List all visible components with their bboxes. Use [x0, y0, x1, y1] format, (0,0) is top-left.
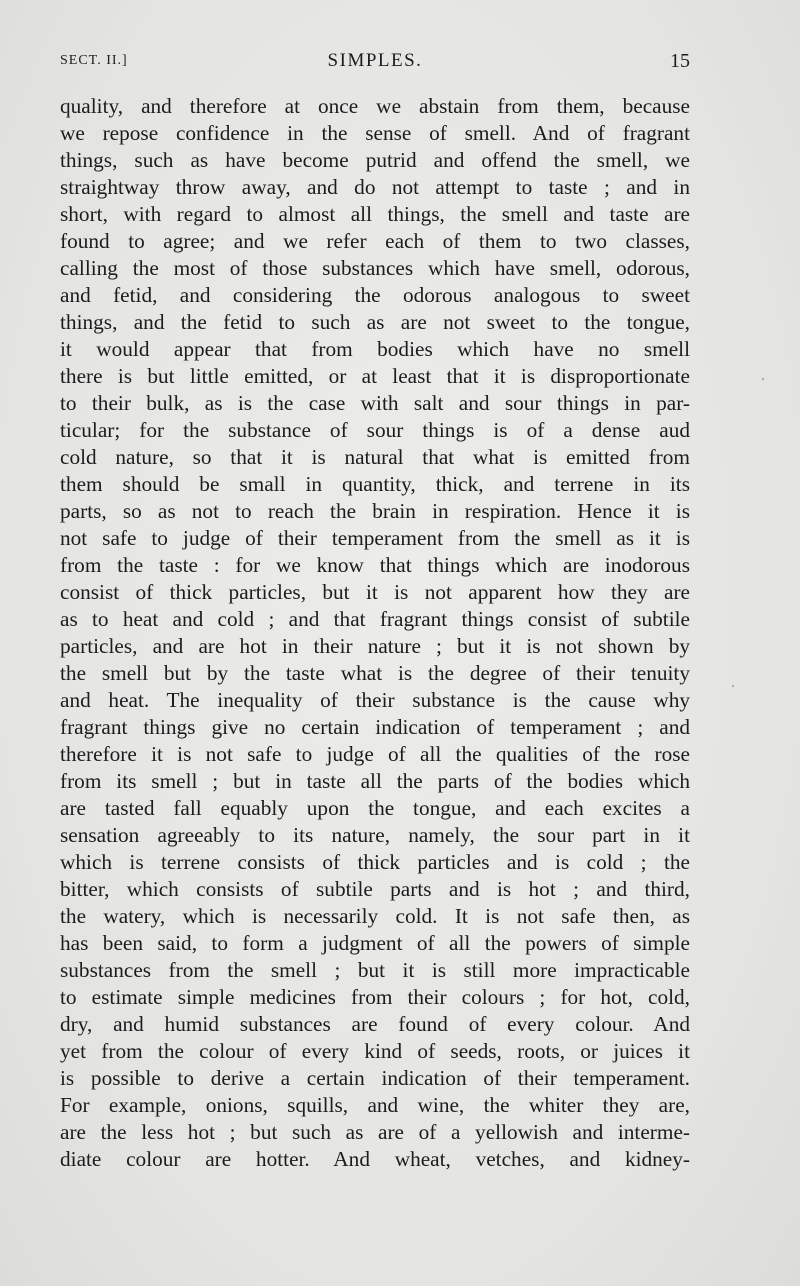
text-line: yet from the colour of every kind of seeds, roots, or juices it	[60, 1039, 690, 1063]
text-line: are tasted fall equably upon the tongue, and each excites a	[60, 796, 690, 820]
text-line: calling the most of those substances which have smell, odorous,	[60, 256, 690, 280]
page-number: 15	[670, 50, 690, 72]
text-line: is possible to derive a certain indication of their temperament.	[60, 1066, 690, 1090]
text-line: straightway throw away, and do not attempt to taste ; and in	[60, 175, 690, 199]
text-line: parts, so as not to reach the brain in respiration. Hence it is	[60, 499, 690, 523]
text-line: from the taste : for we know that things which are inodorous	[60, 553, 690, 577]
text-line: quality, and therefore at once we abstain from them, because	[60, 94, 690, 118]
text-line: particles, and are hot in their nature ; but it is not shown by	[60, 634, 690, 658]
text-line: things, and the fetid to such as are not sweet to the tongue,	[60, 310, 690, 334]
text-line: found to agree; and we refer each of them to two classes,	[60, 229, 690, 253]
text-line: which is terrene consists of thick particles and is cold ; the	[60, 850, 690, 874]
text-line: it would appear that from bodies which have no smell	[60, 337, 690, 361]
text-line: fragrant things give no certain indication of temperament ; and	[60, 715, 690, 739]
text-line: there is but little emitted, or at least that it is disproportionate	[60, 364, 690, 388]
text-line: dry, and humid substances are found of every colour. And	[60, 1012, 690, 1036]
text-line: ticular; for the substance of sour things is of a dense aud	[60, 418, 690, 442]
text-line: the watery, which is necessarily cold. It is not safe then, as	[60, 904, 690, 928]
text-line: as to heat and cold ; and that fragrant things consist of subtile	[60, 607, 690, 631]
text-line: For example, onions, squills, and wine, the whiter they are,	[60, 1093, 690, 1117]
text-line: short, with regard to almost all things, the smell and taste are	[60, 202, 690, 226]
text-line: and heat. The inequality of their substance is the cause why	[60, 688, 690, 712]
text-line: not safe to judge of their temperament from the smell as it is	[60, 526, 690, 550]
text-line: are the less hot ; but such as are of a yellowish and interme-	[60, 1120, 690, 1144]
text-line: therefore it is not safe to judge of all the qualities of the rose	[60, 742, 690, 766]
text-line: substances from the smell ; but it is still more impracticable	[60, 958, 690, 982]
text-line: bitter, which consists of subtile parts and is hot ; and third,	[60, 877, 690, 901]
body-text	[60, 93, 690, 1173]
text-line: has been said, to form a judgment of all the powers of simple	[60, 931, 690, 955]
running-head	[60, 50, 690, 76]
text-line: diate colour are hotter. And wheat, vetches, and kidney-	[60, 1147, 690, 1171]
text-line: cold nature, so that it is natural that what is emitted from	[60, 445, 690, 469]
text-line: we repose confidence in the sense of smell. And of fragrant	[60, 121, 690, 145]
text-line: the smell but by the taste what is the degree of their tenuity	[60, 661, 690, 685]
text-line: to estimate simple medicines from their colours ; for hot, cold,	[60, 985, 690, 1009]
page-title: SIMPLES.	[327, 50, 423, 71]
text-line: consist of thick particles, but it is not apparent how they are	[60, 580, 690, 604]
paper-speck	[762, 378, 764, 380]
paper-speck	[732, 685, 734, 687]
text-line: sensation agreeably to its nature, namely, the sour part in it	[60, 823, 690, 847]
text-line: to their bulk, as is the case with salt and sour things in par-	[60, 391, 690, 415]
text-line: and fetid, and considering the odorous analogous to sweet	[60, 283, 690, 307]
section-label: SECT. II.]	[60, 53, 128, 68]
text-line: from its smell ; but in taste all the parts of the bodies which	[60, 769, 690, 793]
text-line: them should be small in quantity, thick, and terrene in its	[60, 472, 690, 496]
text-line: things, such as have become putrid and offend the smell, we	[60, 148, 690, 172]
